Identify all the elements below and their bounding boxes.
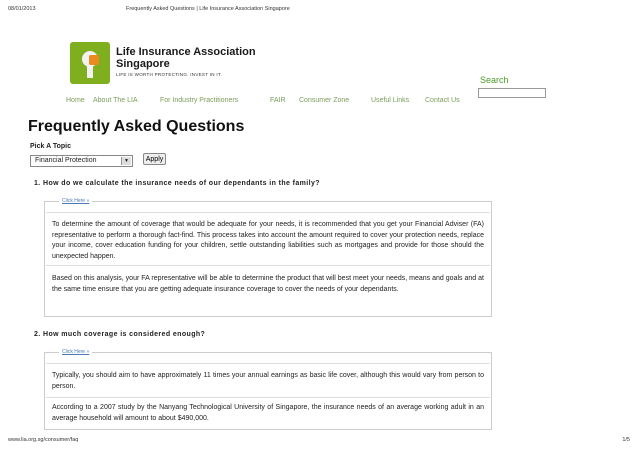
nav-industry-practitioners[interactable]: For Industry Practitioners	[160, 97, 239, 104]
nav-about[interactable]: About The LIA	[93, 97, 138, 104]
click-here-link[interactable]: Click Here »	[59, 349, 92, 355]
nav-home[interactable]: Home	[66, 97, 85, 104]
pick-topic-label: Pick A Topic	[30, 143, 71, 150]
search-input[interactable]	[478, 88, 546, 98]
click-here-link[interactable]: Click Here »	[59, 198, 92, 204]
lia-logo-mark-icon	[70, 42, 110, 84]
chevron-down-icon[interactable]: ▼	[121, 157, 131, 165]
print-footer	[8, 437, 630, 447]
print-date: 08/01/2013	[8, 6, 36, 12]
print-page-title: Frequently Asked Questions | Life Insurance Association Singapore	[126, 6, 290, 12]
logo-name-line2: Singapore	[116, 58, 170, 70]
logo-name-line1: Life Insurance Association	[116, 46, 256, 58]
faq-answer-1-paragraph: Based on this analysis, your FA representative will be able to determine the product that will best meet your needs, means and goals and at the same time ensure that you are getting adequate insurance coverage to cover the needs of your dependants.	[52, 275, 484, 293]
faq-answer-2	[44, 349, 492, 430]
nav-contact-us[interactable]: Contact Us	[425, 97, 460, 104]
page-title: Frequently Asked Questions	[28, 118, 245, 135]
faq-answer-1	[44, 198, 492, 317]
faq-answer-2-paragraph: Typically, you should aim to have approximately 11 times your annual earnings as basic life cover, although this would vary from person to person.	[52, 372, 484, 390]
search-label: Search	[480, 75, 509, 85]
logo-tagline: LIFE IS WORTH PROTECTING. INVEST IN IT.	[116, 72, 223, 77]
lia-logo[interactable]	[70, 42, 260, 86]
logo-name	[116, 46, 266, 70]
print-header	[8, 6, 630, 18]
faq-answer-2-paragraph: According to a 2007 study by the Nanyang Technological University of Singapore, the insurance needs of an average working adult in an average household will amount to about $490,000.	[52, 404, 484, 422]
nav-fair[interactable]: FAIR	[270, 97, 286, 104]
topic-select-value: Financial Protection	[35, 157, 97, 164]
print-url: www.lia.org.sg/consumer/faq	[8, 437, 79, 443]
faq-question-1: 1. How do we calculate the insurance needs of our dependants in the family?	[34, 180, 320, 187]
nav-useful-links[interactable]: Useful Links	[371, 97, 410, 104]
faq-answer-1-paragraph: To determine the amount of coverage that would be adequate for your needs, it is recommended that you get your Financial Adviser (FA) representative to perform a thorough fact-find. This process takes into account the amount required to cover your protection needs, replace your income, cover education funding for your children, settle outstanding liabilities such as mortgages and provide for those should the unexpected happen.	[52, 221, 484, 260]
nav-consumer-zone[interactable]: Consumer Zone	[299, 97, 350, 104]
apply-button[interactable]: Apply	[143, 153, 166, 165]
topic-select[interactable]	[30, 155, 133, 167]
faq-question-2: 2. How much coverage is considered enough?	[34, 331, 206, 338]
print-page-number: 1/5	[622, 437, 630, 443]
